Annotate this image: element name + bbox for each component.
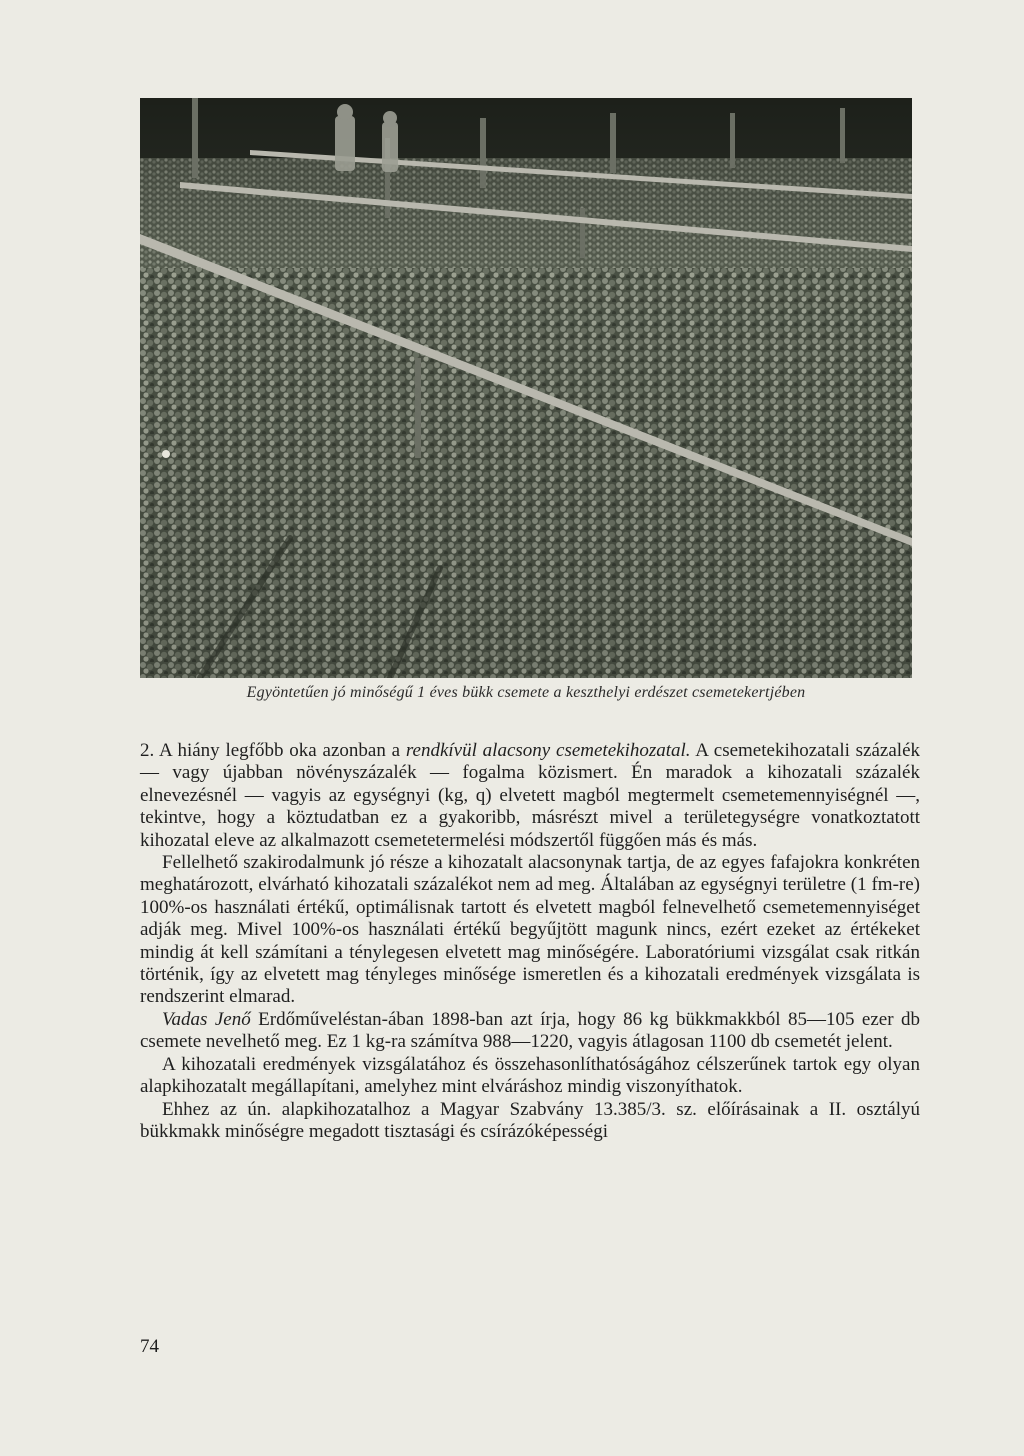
nursery-photo [140, 98, 912, 678]
paragraph-1-text-end: A csemetekihozatali százalék — vagy újabban növényszázalék — fogalma közismert. Én maradok a kihozatali százalék elnevezésnél — vagyis az egységnyi (kg, q) elvetett magból megtermelt csemetemennyiségnél —, tekintve, hogy a köztudatban ez a gyakoribb, másrészt mivel a területegységre vonatkoztatott kihozatal eleve az alkalmazott csemetetermelési módszertől függően más és más. [140, 740, 921, 851]
body-text [140, 740, 920, 1143]
paragraph-3 [140, 1009, 920, 1054]
paragraph-3-text: Erdőműveléstan-ában 1898-ban azt írja, hogy 86 kg bükkmakkból 85—105 ezer db csemete nevelhető meg. Ez 1 kg-ra számítva 988—1220, vagyis átlagosan 1100 db csemetét jelent. [140, 1008, 920, 1053]
paragraph-1-text-start: 2. A hiány legfőbb oka azonban a [140, 740, 406, 761]
paragraph-1 [140, 740, 920, 852]
beech-seedling-nursery-image [140, 98, 912, 678]
paragraph-5: Ehhez az ún. alapkihozatalhoz a Magyar Szabvány 13.385/3. sz. előírásainak a II. osztályú bükkmakk minőségre megadott tisztasági és csírázóképességi [140, 1098, 920, 1142]
paragraph-4: A kihozatali eredmények vizsgálatához és összehasonlíthatóságához célszerűnek tartok egy olyan alapkihozatalt megállapítani, amelyhez mint elváráshoz mindig viszonyíthatok. [140, 1053, 920, 1098]
author-name: Vadas Jenő [162, 1008, 251, 1030]
paragraph-2: Fellelhető szakirodalmunk jó része a kihozatalt alacsonynak tartja, de az egyes fafajokra konkréten meghatározott, elvárható kihozatali százalékot nem ad meg. Általában az egységnyi területre (1 fm-re) 100%-os használati értékű, optimálisnak tartott és elvetett magból felnevelhető csemetemennyiséget adják meg. Mivel 100%-os használati értékű begyűjtött magunk nincs, ezért ezeket az értékeket mindig át kell számítani a ténylegesen elvetett mag minőségére. Laboratóriumi vizsgálat csak ritkán történik, így az elvetett mag tényleges minősége ismeretlen és a kihozatali eredmények vizsgálata is rendszerint elmarad. [140, 852, 920, 1008]
page-number: 74 [140, 1336, 159, 1357]
paragraph-1-emphasis: rendkívül alacsony csemetekihozatal. [405, 740, 691, 761]
photo-caption: Egyöntetűen jó minőségű 1 éves bükk csemete a keszthelyi erdészet csemetekertjében [246, 684, 806, 701]
